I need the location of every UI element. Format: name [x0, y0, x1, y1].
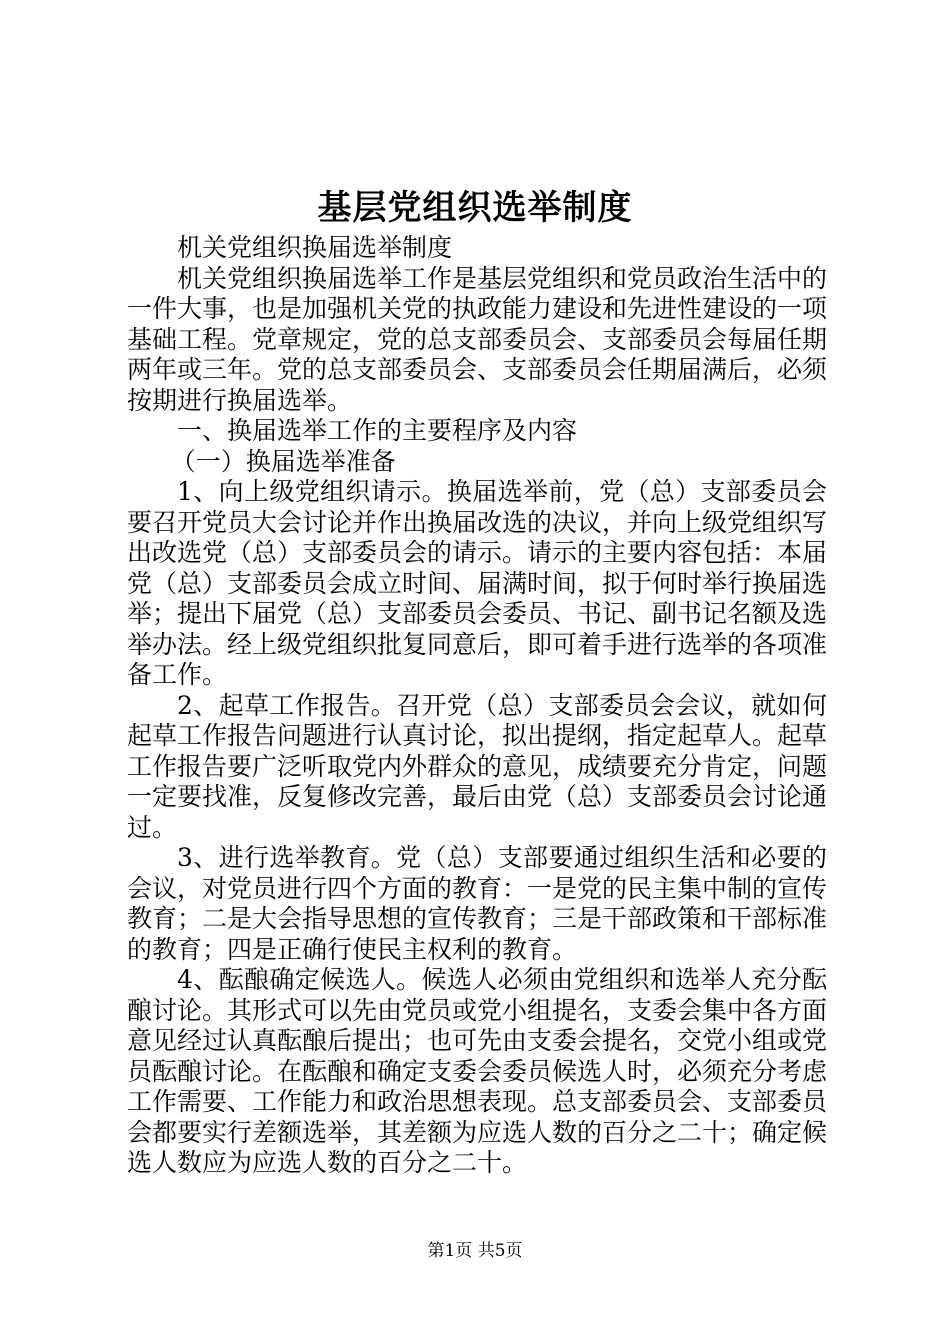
section-heading: 一、换届选举工作的主要程序及内容	[177, 416, 578, 445]
body-paragraph: 4、酝酿确定候选人。候选人必须由党组织和选举人充分酝酿讨论。其形式可以先由党员或党小组提名，支委会集中各方面意见经过认真酝酿后提出；也可先由支委会提名，交党小组或党员酝酿讨论。在酝酿和确定支委会委员候选人时，必须充分考虑工作需要、工作能力和政治思想表现。总支部委员会、支部委员会都要实行差额选举，其差额为应选人数的百分之二十；确定候选人数应为应选人数的百分之二十。	[127, 965, 828, 1177]
subsection-heading: （一）换届选举准备	[170, 446, 396, 476]
subtitle-paragraph: 机关党组织换届选举制度	[177, 233, 453, 262]
body-paragraph: 1、向上级党组织请示。换届选举前，党（总）支部委员会要召开党员大会讨论并作出换届改选的决议，并向上级党组织写出改选党（总）支部委员会的请示。请示的主要内容包括：本届党（总）支部委员会成立时间、届满时间，拟于何时举行换届选举；提出下届党（总）支部委员会委员、书记、副书记名额及选举办法。经上级党组织批复同意后，即可着手进行选举的各项准备工作。	[127, 477, 828, 689]
page-footer: 第1页 共5页	[427, 1241, 523, 1261]
body-paragraph: 2、起草工作报告。召开党（总）支部委员会会议，就如何起草工作报告问题进行认真讨论，拟出提纲，指定起草人。起草工作报告要广泛听取党内外群众的意见，成绩要充分肯定，问题一定要找准，反复修改完善，最后由党（总）支部委员会讨论通过。	[127, 690, 828, 842]
body-paragraph: 3、进行选举教育。党（总）支部要通过组织生活和必要的会议，对党员进行四个方面的教育：一是党的民主集中制的宣传教育；二是大会指导思想的宣传教育；三是干部政策和干部标准的教育；四是正确行使民主权利的教育。	[127, 843, 828, 964]
document-body	[127, 233, 827, 1179]
intro-paragraph: 机关党组织换届选举工作是基层党组织和党员政治生活中的一件大事，也是加强机关党的执政能力建设和先进性建设的一项基础工程。党章规定，党的总支部委员会、支部委员会每届任期两年或三年。党的总支部委员会、支部委员会任期届满后，必须按期进行换届选举。	[127, 263, 828, 415]
document-title: 基层党组织选举制度	[317, 188, 633, 228]
